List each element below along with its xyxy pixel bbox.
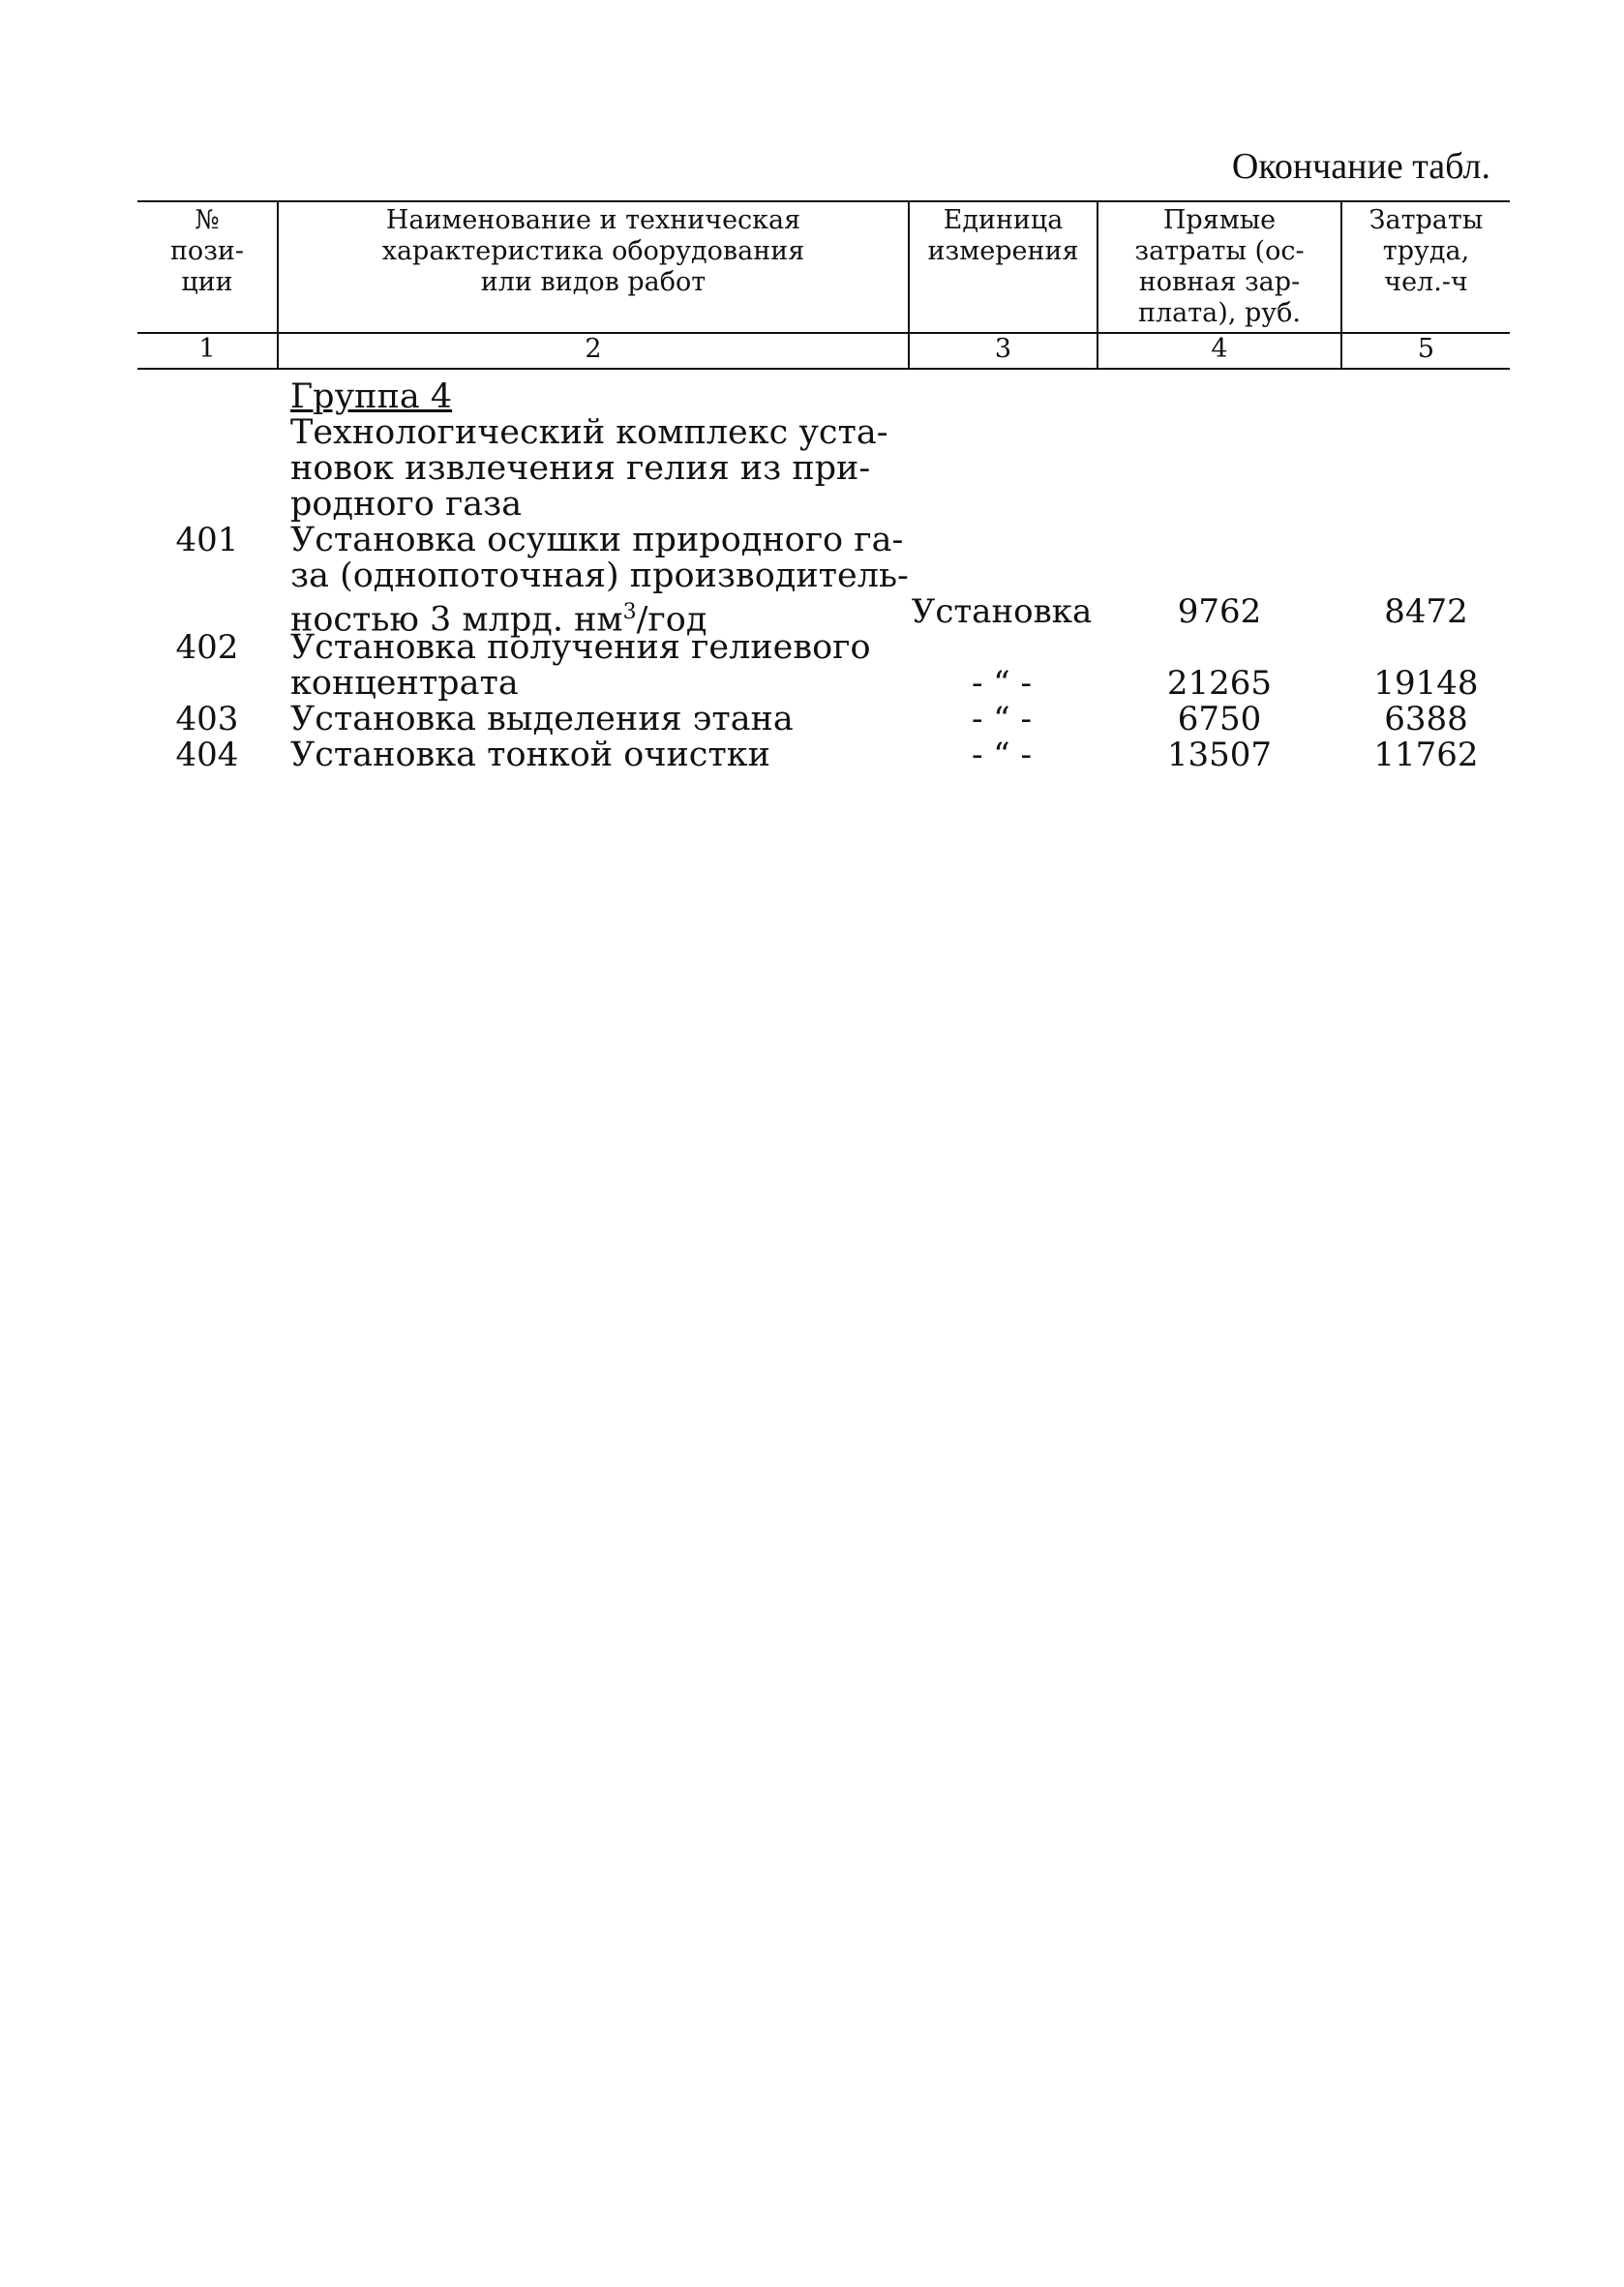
labor-cost-value: 6388 (1384, 700, 1468, 738)
direct-cost-value: 13507 (1166, 736, 1273, 774)
unit-of-measure: - “ - (972, 700, 1032, 738)
column-number-3: 3 (994, 334, 1012, 364)
table-caption: Окончание табл. (1231, 146, 1490, 187)
header-labor-cost: Затраты труда, чел.-ч (1368, 205, 1484, 297)
header-position-number: № пози- ции (169, 205, 245, 297)
column-number-1: 1 (198, 334, 216, 364)
labor-cost-value: 11762 (1373, 736, 1479, 774)
group-title: Группа 4 (290, 377, 453, 416)
direct-cost-value: 9762 (1177, 592, 1262, 631)
labor-cost-value: 19148 (1373, 664, 1479, 703)
superscript-3: 3 (622, 600, 637, 624)
direct-cost-value: 21265 (1166, 664, 1273, 703)
position-number: 404 (175, 736, 239, 774)
direct-cost-value: 6750 (1177, 700, 1262, 738)
column-number-4: 4 (1211, 334, 1228, 364)
position-number: 402 (175, 628, 239, 667)
header-top-border (137, 200, 1510, 202)
item-description-line: Установка осушки природного га- (290, 521, 904, 559)
header-name-characteristic: Наименование и техническая характеристика оборудования или видов работ (381, 205, 805, 297)
item-description-line: Установка получения гелиевого (290, 628, 871, 667)
item-description-line: концентрата (290, 664, 519, 703)
unit-of-measure: Установка (911, 592, 1093, 631)
item-description-unit: /год (636, 600, 707, 640)
column-number-2: 2 (585, 334, 602, 364)
group-description-line: новок извлечения гелия из при- (290, 449, 871, 488)
item-description-text: ностью 3 млрд. нм (290, 600, 623, 640)
item-description-line: Установка выделения этана (290, 700, 794, 738)
header-direct-cost: Прямые затраты (ос- новная зар- плата), руб. (1134, 205, 1305, 328)
unit-of-measure: - “ - (972, 664, 1032, 703)
item-description-line: за (однопоточная) производитель- (290, 557, 909, 595)
column-number-bottom-border (137, 368, 1510, 370)
header-bottom-border (137, 332, 1510, 334)
group-description-line: Технологический комплекс уста- (290, 413, 888, 452)
position-number: 401 (175, 521, 239, 559)
labor-cost-value: 8472 (1384, 592, 1468, 631)
group-description-line: родного газа (290, 485, 523, 524)
item-description-line: Установка тонкой очистки (290, 736, 770, 774)
unit-of-measure: - “ - (972, 736, 1032, 774)
column-number-5: 5 (1417, 334, 1435, 364)
header-unit: Единица измерения (927, 205, 1079, 266)
position-number: 403 (175, 700, 239, 738)
